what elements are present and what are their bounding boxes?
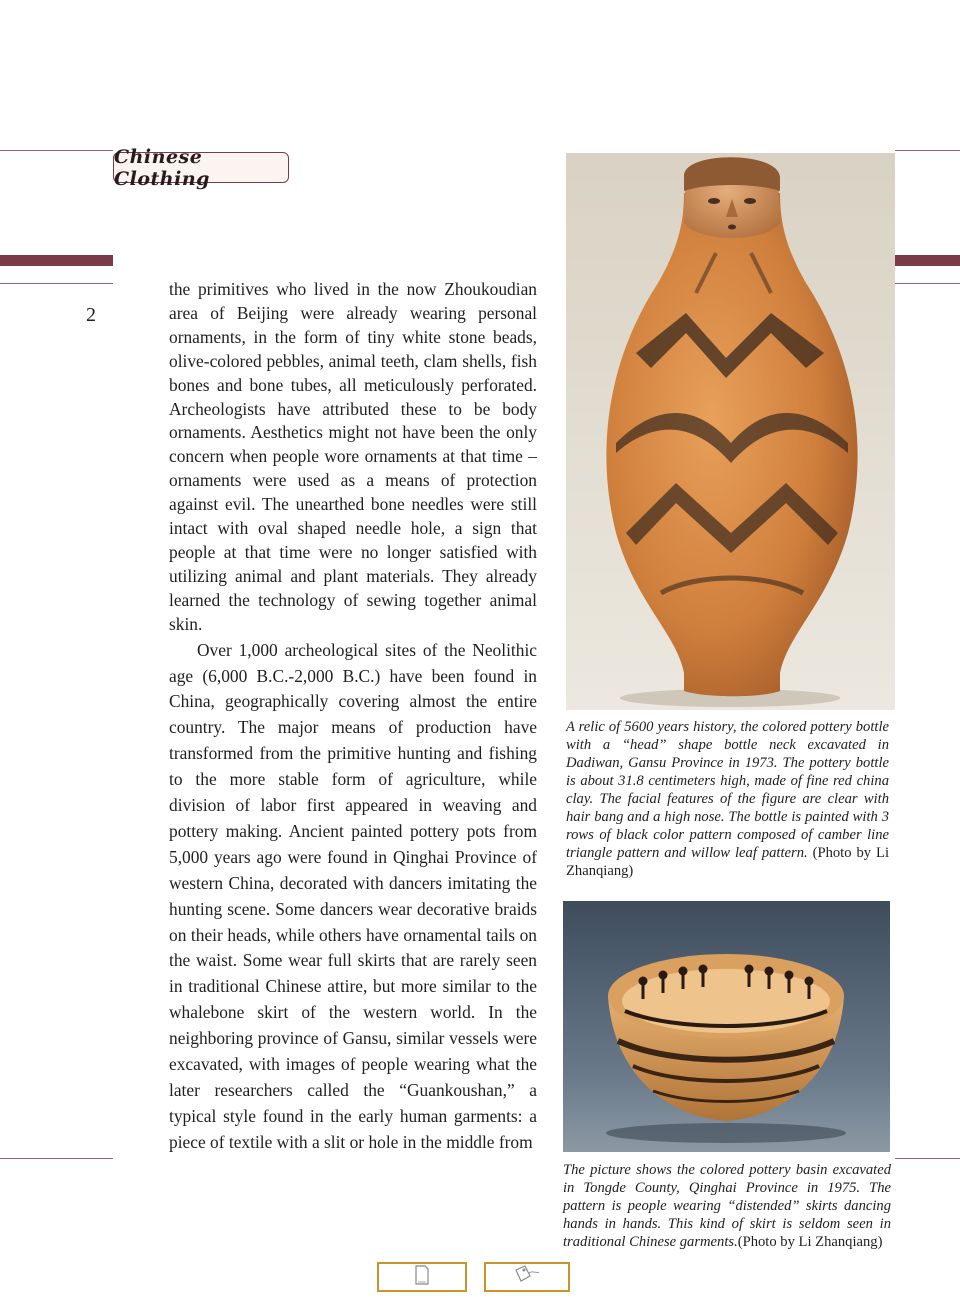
pottery-bottle-photo bbox=[566, 153, 895, 710]
bottle-photo-credit: (Photo by Li Zhanqiang) bbox=[566, 845, 889, 879]
bottom-left-rule bbox=[0, 1158, 113, 1159]
next-page-button[interactable] bbox=[484, 1262, 570, 1292]
paragraph-2: Over 1,000 archeological sites of the Neolithic age (6,000 B.C.-2,000 B.C.) have been found in China, geographically covering almost the entire country. The major means of production have transformed from the primitive hunting and fishing to the more stable form of agriculture, while division of labor first appeared in weaving and pottery making. Ancient painted pottery pots from 5,000 years ago were found in Qinghai Province of western China, decorated with dancers imitating the hunting scene. Some dancers wear decorative braids on their heads, while others have ornamental tails on the waist. Some wear full skirts that are rarely seen in traditional Chinese attire, but more similar to the whalebone skirt of the western world. In the neighboring province of Gansu, similar vessels were excavated, with images of people wearing what the later researchers called the “Guankoushan,” a typical style found in the early human garments: a piece of textile with a slit or hole in the middle from bbox=[169, 639, 537, 1152]
bottle-caption-text: A relic of 5600 years history, the colored pottery bottle with a “head” shape bottle neck excavated in Dadiwan, Gansu Province in 1973. The pottery bottle is about 31.8 centimeters high, made of fine red china clay. The facial features of the figure are clear with hair bang and a high nose. The bottle is painted with 3 rows of black color pattern composed of camber line triangle pattern and willow leaf pattern. bbox=[566, 719, 889, 861]
basin-caption-text: The picture shows the colored pottery basin excavated in Tongde County, Qinghai Province in 1975. The pattern is people wearing “distended” skirts dancing hands in hands. This kind of skirt is seldom seen in traditional Chinese garments. bbox=[563, 1162, 891, 1250]
basin-caption bbox=[563, 1161, 891, 1251]
body-text bbox=[169, 278, 537, 1156]
bottle-caption bbox=[566, 718, 889, 880]
right-bar bbox=[895, 255, 960, 266]
paragraph-1: the primitives who lived in the now Zhoukoudian area of Beijing were already wearing personal ornaments, in the form of tiny white stone beads, olive-colored pebbles, animal teeth, clam shells, fish bones and bone tubes, all meticulously perforated. Archeologists have attributed these to be body ornaments. Aesthetics might not have been the only concern when people wore ornaments at that time – ornaments were used as a means of protection against evil. The unearthed bone needles were still intact with oval shaped needle hole, a sign that people at that time were no longer satisfied with utilizing animal and plant materials. They already learned the technology of sewing together animal skin. bbox=[169, 279, 537, 634]
basin-photo-credit: (Photo by Li Zhanqiang) bbox=[737, 1234, 883, 1250]
bottom-right-rule bbox=[895, 1158, 960, 1159]
chapter-title: Chinese Clothing bbox=[114, 145, 210, 190]
left-bar bbox=[0, 255, 113, 266]
left-underline bbox=[0, 283, 113, 284]
right-underline bbox=[895, 283, 960, 284]
pottery-basin-photo bbox=[563, 901, 890, 1152]
chapter-header bbox=[113, 145, 289, 190]
page-number: 2 bbox=[86, 304, 96, 326]
page-icon bbox=[415, 1265, 429, 1289]
previous-page-button[interactable] bbox=[377, 1262, 467, 1292]
bookmark-tag-icon bbox=[513, 1264, 541, 1290]
top-left-rule bbox=[0, 150, 113, 151]
top-right-rule bbox=[895, 150, 960, 151]
